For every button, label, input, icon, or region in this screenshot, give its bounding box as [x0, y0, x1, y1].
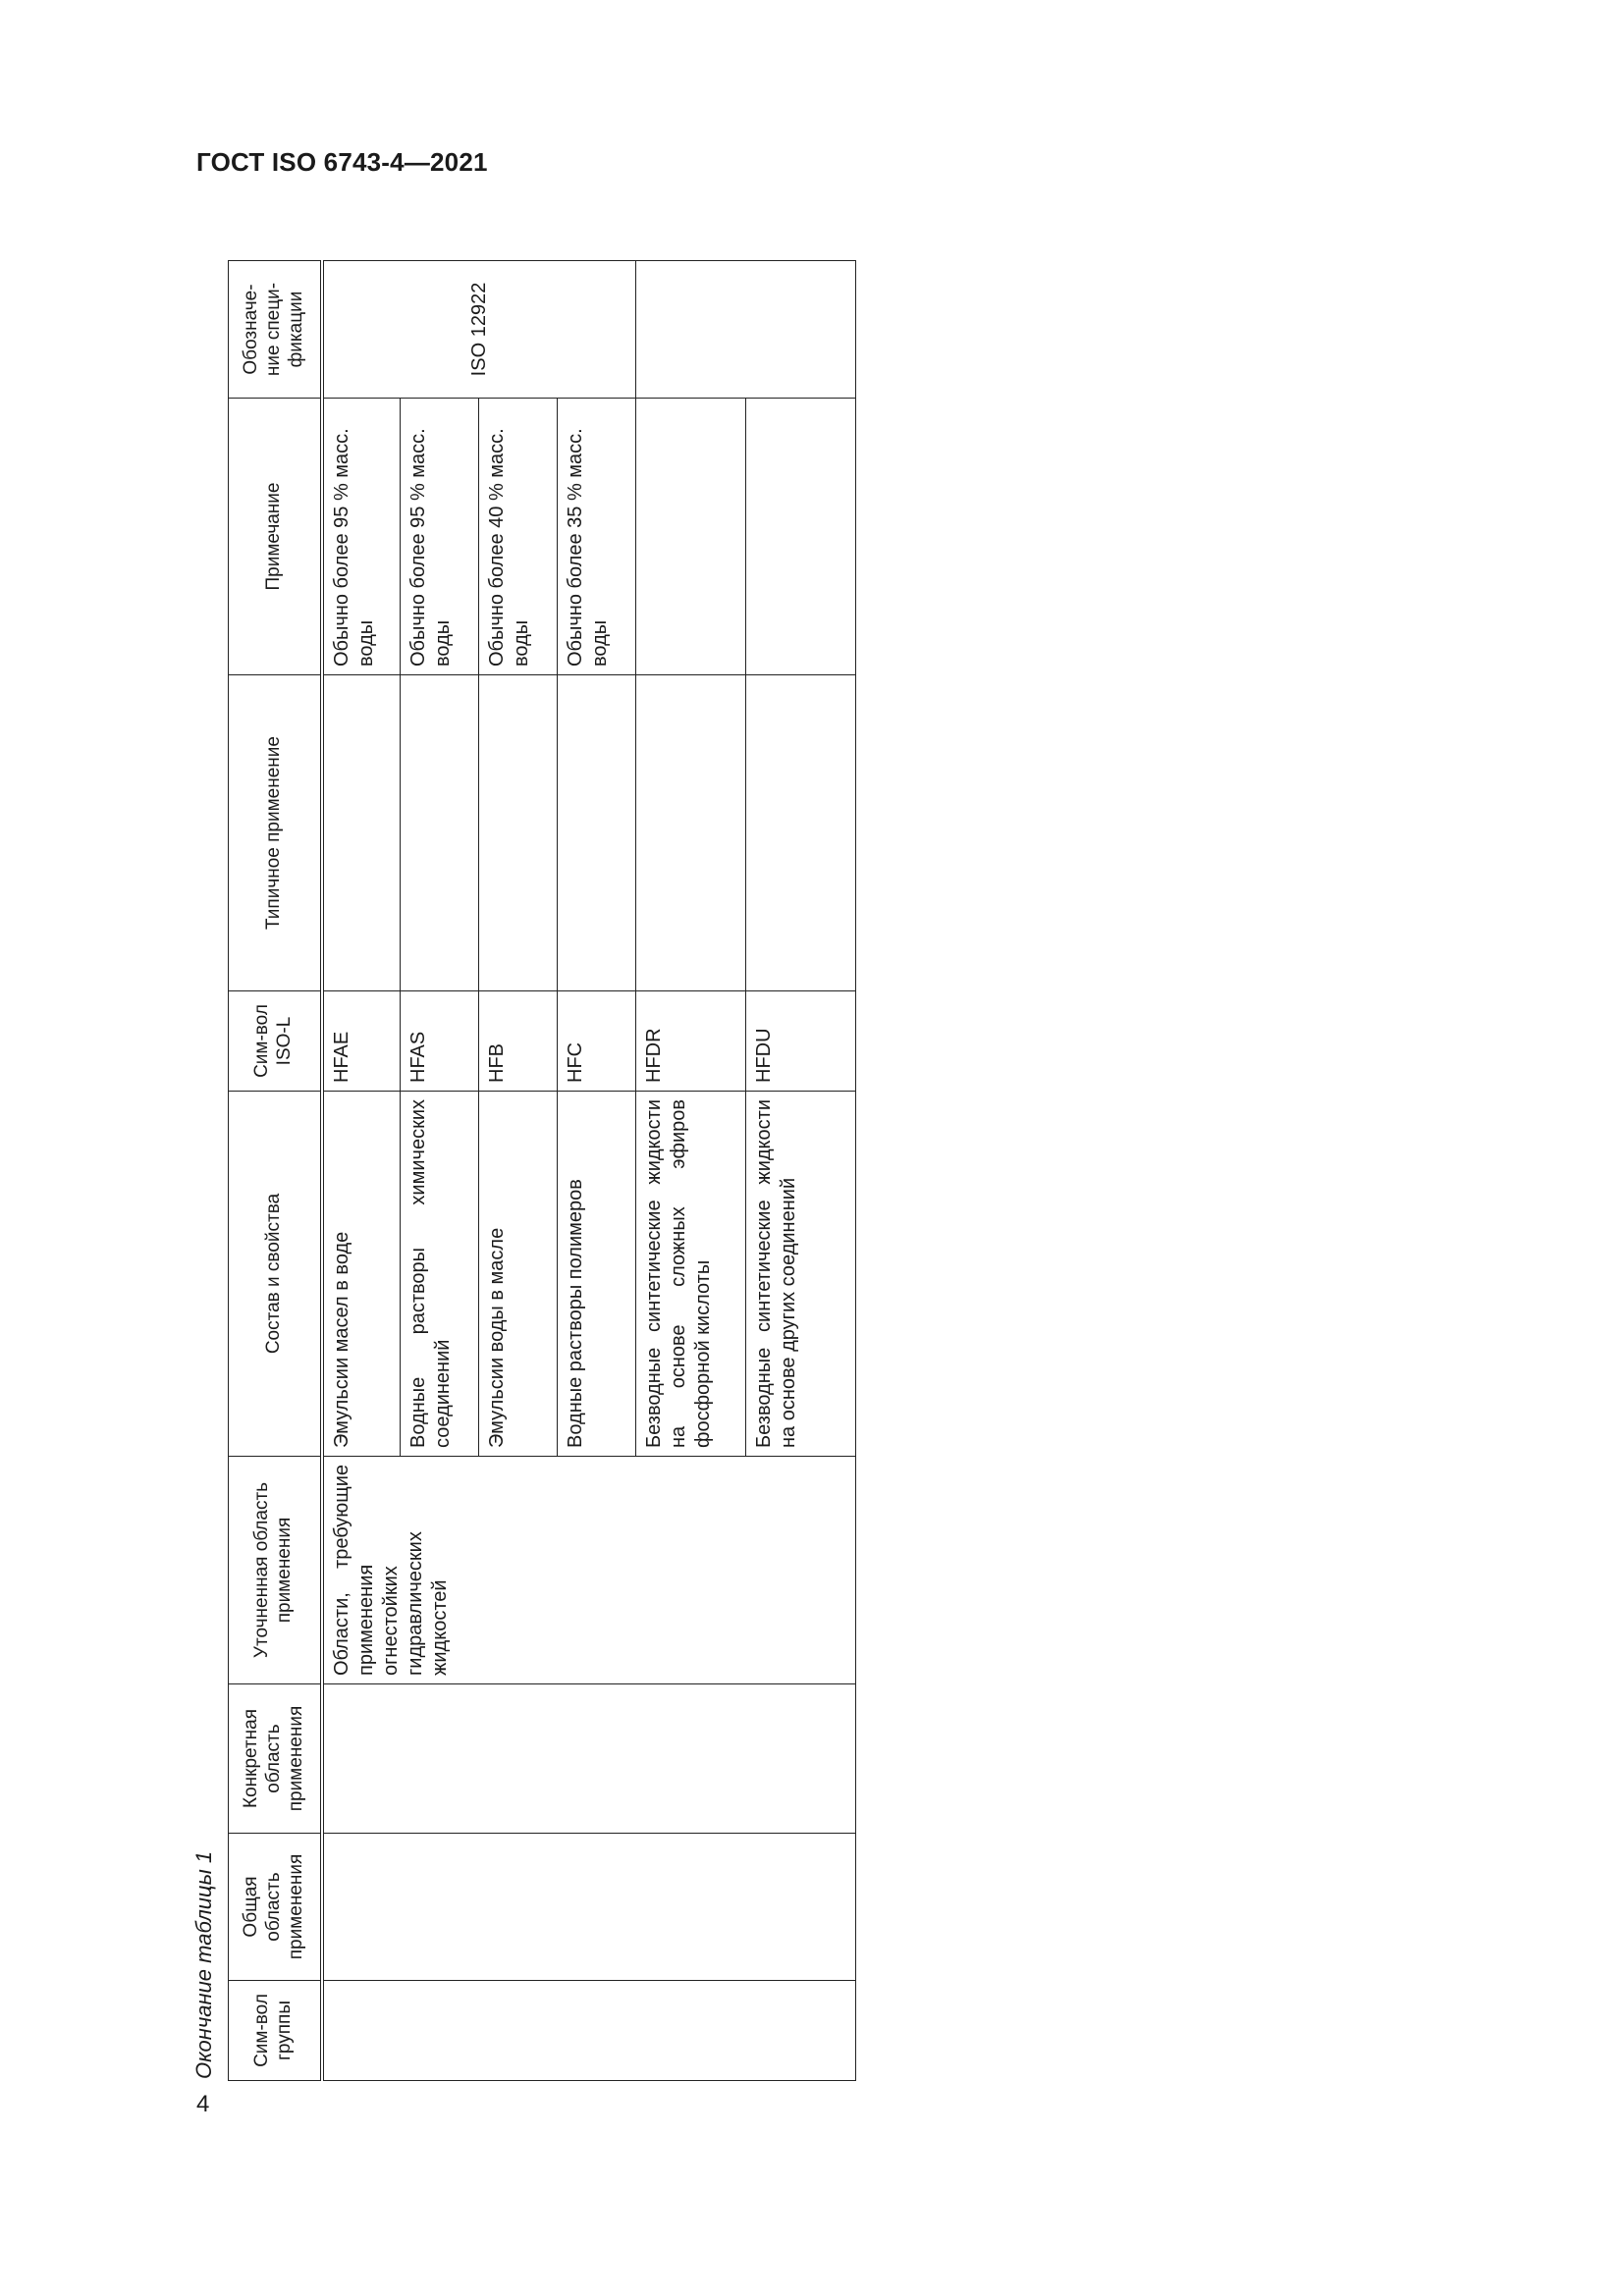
- classification-table: [228, 260, 856, 2081]
- table-row: [322, 261, 401, 2081]
- col-header-specification: Обозначе-ние специ-фикации: [229, 261, 322, 399]
- refined-area-cell: Области, требующие применения огнестойких гидравлических жидкостей: [322, 1457, 856, 1684]
- composition-cell: Эмульсии масел в воде: [322, 1092, 401, 1457]
- typical-use-cell: [746, 675, 856, 991]
- typical-use-cell: [401, 675, 479, 991]
- table-header-row: [229, 261, 322, 2081]
- col-header-typical-use: Типичное применение: [229, 675, 322, 991]
- typical-use-cell: [558, 675, 636, 991]
- col-header-iso-symbol: Сим-вол ISO-L: [229, 991, 322, 1092]
- composition-cell: Водные растворы полимеров: [558, 1092, 636, 1457]
- composition-cell: Водные растворы химических соединений: [401, 1092, 479, 1457]
- table-caption: Окончание таблицы 1: [191, 1850, 216, 2079]
- iso-symbol-cell: HFAS: [401, 991, 479, 1092]
- composition-cell: Эмульсии воды в масле: [479, 1092, 558, 1457]
- iso-symbol-cell: HFAE: [322, 991, 401, 1092]
- col-header-group-symbol: Сим-вол группы: [229, 1981, 322, 2081]
- iso-symbol-cell: HFDU: [746, 991, 856, 1092]
- note-cell: Обычно более 40 % масс. воды: [479, 399, 558, 675]
- col-header-note: Примечание: [229, 399, 322, 675]
- note-cell: [746, 399, 856, 675]
- iso-symbol-cell: HFC: [558, 991, 636, 1092]
- specification-cell: [322, 261, 636, 399]
- rotated-table-area: [191, 118, 839, 2081]
- group-symbol-cell: [322, 1981, 856, 2081]
- specification-cell-empty: [636, 261, 856, 399]
- document-title: ГОСТ ISO 6743-4—2021: [196, 147, 488, 177]
- page-number: 4: [196, 2091, 210, 2117]
- specific-area-cell: [322, 1684, 856, 1834]
- iso-symbol-cell: HFDR: [636, 991, 746, 1092]
- col-header-specific-area: Конкретная область применения: [229, 1684, 322, 1834]
- table-container: [228, 260, 856, 2081]
- specification-text: ISO 12922: [467, 282, 490, 377]
- composition-cell: Безводные синтетические жидкости на основе других соединений: [746, 1092, 856, 1457]
- general-area-cell: [322, 1834, 856, 1981]
- col-header-general-area: Общая область применения: [229, 1834, 322, 1981]
- composition-cell: Безводные синтетические жидкости на основе сложных эфиров фосфорной кислоты: [636, 1092, 746, 1457]
- note-cell: [636, 399, 746, 675]
- note-cell: Обычно более 35 % масс. воды: [558, 399, 636, 675]
- note-cell: Обычно более 95 % масс. воды: [401, 399, 479, 675]
- typical-use-cell: [636, 675, 746, 991]
- col-header-refined-area: Уточненная область применения: [229, 1457, 322, 1684]
- iso-symbol-cell: HFB: [479, 991, 558, 1092]
- col-header-composition: Состав и свойства: [229, 1092, 322, 1457]
- note-cell: Обычно более 95 % масс. воды: [322, 399, 401, 675]
- typical-use-cell: [322, 675, 401, 991]
- typical-use-cell: [479, 675, 558, 991]
